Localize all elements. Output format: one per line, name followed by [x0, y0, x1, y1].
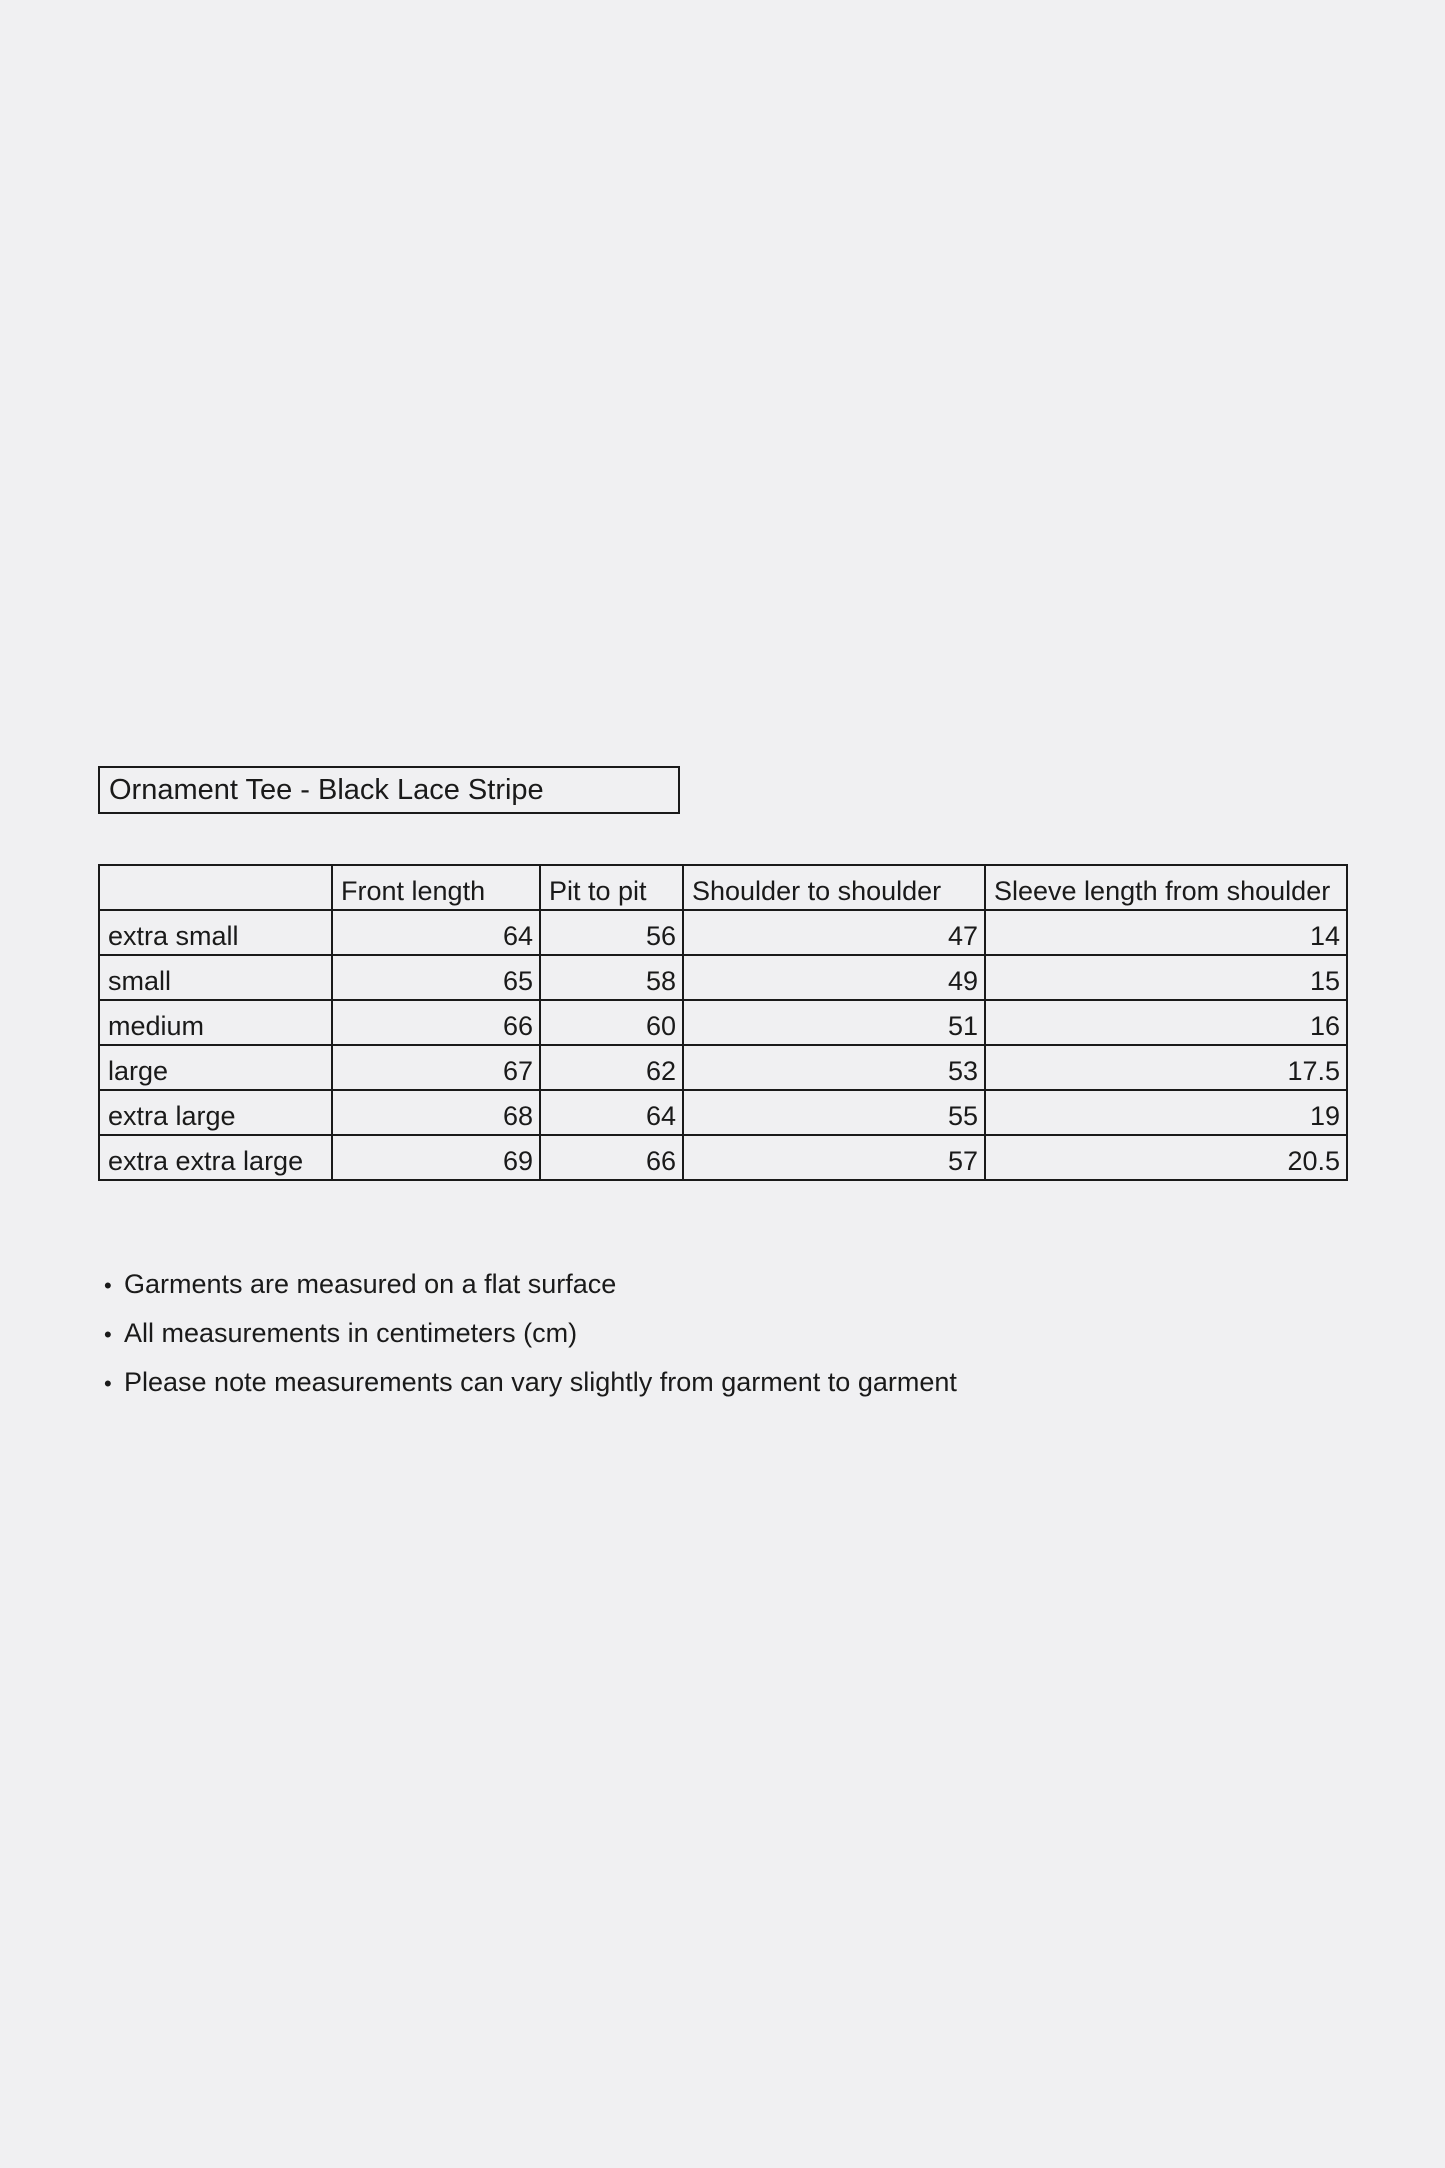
- front-length-cell: 68: [332, 1090, 540, 1135]
- sleeve-cell: 20.5: [985, 1135, 1347, 1180]
- header-pit-to-pit: Pit to pit: [540, 865, 683, 910]
- table-row: [99, 1000, 1347, 1045]
- list-item: [104, 1362, 957, 1411]
- shoulder-cell: 47: [683, 910, 985, 955]
- pit-to-pit-cell: 60: [540, 1000, 683, 1045]
- pit-to-pit-cell: 64: [540, 1090, 683, 1135]
- sleeve-cell: 16: [985, 1000, 1347, 1045]
- table-row: [99, 1135, 1347, 1180]
- shoulder-cell: 49: [683, 955, 985, 1000]
- bullet-icon: •: [104, 1273, 112, 1298]
- front-length-cell: 64: [332, 910, 540, 955]
- table-header-row: [99, 865, 1347, 910]
- shoulder-cell: 51: [683, 1000, 985, 1045]
- product-title: Ornament Tee - Black Lace Stripe: [98, 766, 680, 814]
- size-label: extra small: [99, 910, 332, 955]
- size-label: extra large: [99, 1090, 332, 1135]
- front-length-cell: 69: [332, 1135, 540, 1180]
- shoulder-cell: 55: [683, 1090, 985, 1135]
- front-length-cell: 66: [332, 1000, 540, 1045]
- list-item: [104, 1313, 957, 1362]
- header-shoulder-to-shoulder: Shoulder to shoulder: [683, 865, 985, 910]
- table-row: [99, 1090, 1347, 1135]
- header-sleeve-length: Sleeve length from shoulder: [985, 865, 1347, 910]
- pit-to-pit-cell: 56: [540, 910, 683, 955]
- shoulder-cell: 57: [683, 1135, 985, 1180]
- table-row: [99, 910, 1347, 955]
- pit-to-pit-cell: 66: [540, 1135, 683, 1180]
- table-row: [99, 1045, 1347, 1090]
- size-label: medium: [99, 1000, 332, 1045]
- shoulder-cell: 53: [683, 1045, 985, 1090]
- sleeve-cell: 15: [985, 955, 1347, 1000]
- front-length-cell: 67: [332, 1045, 540, 1090]
- pit-to-pit-cell: 58: [540, 955, 683, 1000]
- size-label: small: [99, 955, 332, 1000]
- list-item: [104, 1264, 957, 1313]
- pit-to-pit-cell: 62: [540, 1045, 683, 1090]
- front-length-cell: 65: [332, 955, 540, 1000]
- note-text: Garments are measured on a flat surface: [124, 1269, 617, 1299]
- header-front-length: Front length: [332, 865, 540, 910]
- size-label: extra extra large: [99, 1135, 332, 1180]
- size-chart-table: [98, 864, 1348, 1181]
- note-text: All measurements in centimeters (cm): [124, 1318, 578, 1348]
- sleeve-cell: 19: [985, 1090, 1347, 1135]
- bullet-icon: •: [104, 1371, 112, 1396]
- measurement-notes: [104, 1264, 957, 1411]
- header-cell-empty: [99, 865, 332, 910]
- sleeve-cell: 17.5: [985, 1045, 1347, 1090]
- table-row: [99, 955, 1347, 1000]
- size-label: large: [99, 1045, 332, 1090]
- note-text: Please note measurements can vary slightly from garment to garment: [124, 1367, 957, 1397]
- sleeve-cell: 14: [985, 910, 1347, 955]
- bullet-icon: •: [104, 1322, 112, 1347]
